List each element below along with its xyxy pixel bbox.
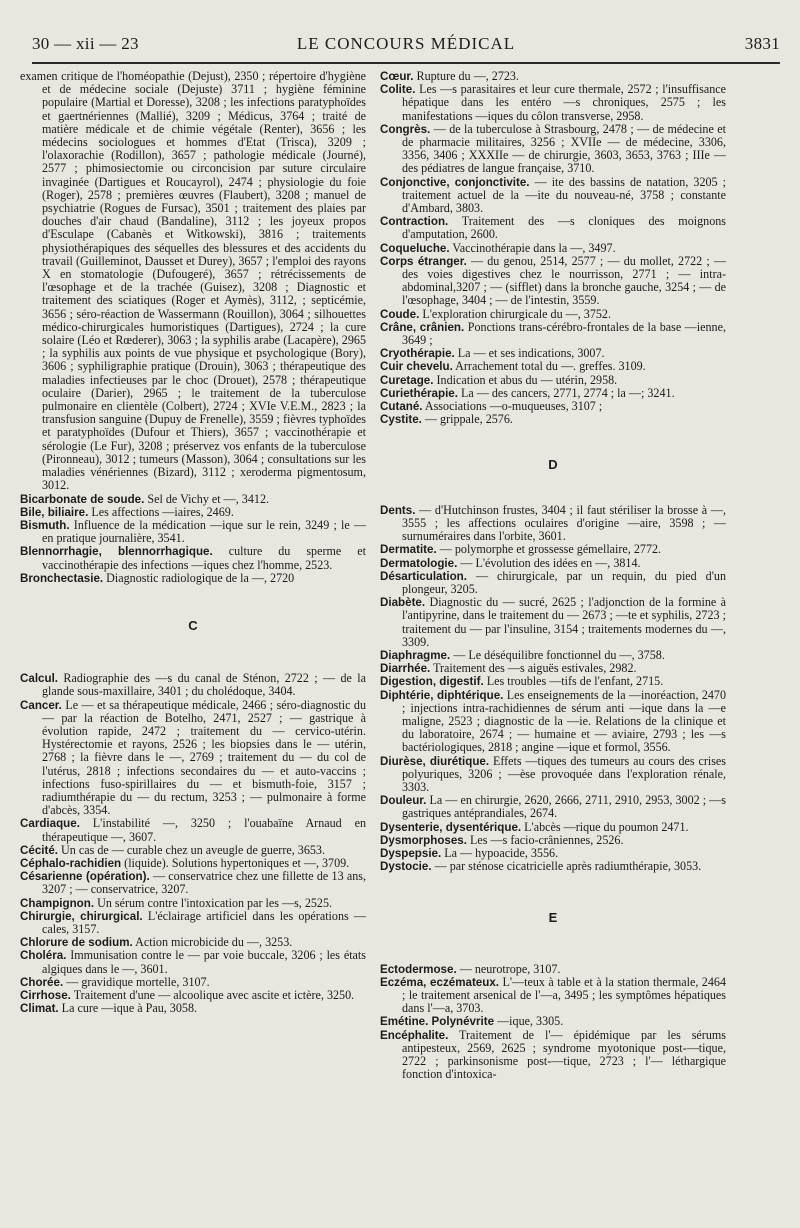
entry-text: Les —s parasitaires et leur cure thermale, 2572 ; l'insuffisance hépatique dans les entéro —s chroniques, 2575 ; les manifestations —iques du côlon transverse, 2958. — [402, 82, 726, 123]
entry-heading: Cécité. — [20, 843, 59, 857]
entry-heading: Coqueluche. — [380, 241, 450, 255]
entry-text: — de la tuberculose à Strasbourg, 2478 ; — de médecine et de pharmacie militaires, 3256 ; XVIIe — de médecine, 3306, 3356, 3406 ; XXXIIe — de chirurgie, 3603, 3653, 3763 ; IIIe — des pédiatres de langue française, 3710. — [402, 121, 726, 176]
entry-heading: Diurèse, diurétique. — [380, 754, 490, 768]
entry-heading: Dyspepsie. — [380, 846, 442, 860]
index-entry — [20, 545, 366, 571]
entry-heading: Dysmorphoses. — [380, 833, 467, 847]
entry-text: Immunisation contre le — par voie buccale, 3206 ; les états algiques dans le —, 3601. — [42, 948, 366, 976]
entry-text: Les affections —iaires, 2469. — [88, 504, 234, 519]
index-entry — [380, 570, 726, 596]
index-entry — [380, 755, 726, 795]
entry-text: Arrachement total du —. greffes. 3109. — [452, 359, 646, 374]
index-entry — [380, 83, 726, 123]
index-entry — [380, 596, 726, 649]
entry-heading: Conjonctive, conjonctivite. — [380, 175, 530, 189]
entry-text: Traitement des —s aiguës estivales, 2982. — [430, 661, 637, 676]
entry-heading: Cuir chevelu. — [380, 360, 453, 374]
entry-heading: Choléra. — [20, 949, 67, 963]
entry-heading: Ectodermose. — [380, 962, 457, 976]
entry-heading: Eczéma, eczémateux. — [380, 975, 500, 989]
entry-heading: Cystite. — [380, 413, 422, 427]
journal-title: LE CONCOURS MÉDICAL — [296, 34, 516, 53]
entry-text: — Le déséquilibre fonctionnel du —, 3758. — [450, 647, 665, 662]
section-letter: C — [188, 617, 198, 633]
entry-text: L'abcès —rique du poumon 2471. — [521, 819, 689, 834]
entry-text: Diagnostic radiologique de la —, 2720 — [103, 570, 295, 585]
entry-heading: Chirurgie, chirurgical. — [20, 909, 143, 923]
entry-heading: Dents. — [380, 503, 416, 517]
entry-heading: Césarienne (opération). — [20, 870, 150, 884]
entry-text: — d'Hutchinson frustes, 3404 ; il faut stériliser la brosse à —, 3555 ; les affections oculaires d'origine —aire, 3598 ; — surnuméraires dans l'orbite, 3601. — [402, 502, 726, 544]
entry-text: Rupture du —, 2723. — [413, 69, 519, 83]
page-header — [32, 34, 780, 58]
entry-heading: Cirrhose. — [20, 989, 71, 1002]
entry-text: — neurotrope, 3107. — [456, 961, 561, 976]
entry-text: L'exploration chirurgicale du —, 3752. — [419, 306, 612, 321]
entry-text: Vaccinothérapie dans la —, 3497. — [449, 240, 616, 255]
index-entry — [20, 672, 366, 698]
entry-heading: Digestion, digestif. — [380, 675, 484, 689]
entry-heading: Crâne, crânien. — [380, 320, 465, 334]
entry-text: — conservatrice chez une fillette de 13 ans, 3207 ; — conservatrice, 3207. — [42, 869, 366, 897]
index-entry — [380, 215, 726, 241]
entry-heading: Bicarbonate de soude. — [20, 492, 145, 506]
entry-heading: Colite. — [380, 83, 416, 97]
entry-heading: Dermatite. — [380, 543, 437, 557]
index-entry — [20, 572, 366, 585]
entry-text: — du genou, 2514, 2577 ; — du mollet, 2722 ; — des voies digestives chez le nourrisson, 2771 ; — intra-abdominal,3207 ; — (sifflet) dans la bronche gauche, 3254 ; — de l'œsophage, 3404 ; — de l'intestin, 3559. — [402, 253, 726, 308]
index-entry — [380, 976, 726, 1016]
entry-heading: Blennorrhagie, blennorrhagique. — [20, 545, 213, 559]
entry-text: — grippale, 2576. — [421, 412, 513, 427]
entry-text: L'—teux à table et à la station thermale, 2464 ; le traitement arsenical de l'—a, 3495 ; les symptômes hépatiques dans l'—a, 3703. — [402, 974, 726, 1016]
index-entry — [380, 321, 726, 347]
entry-text: Le — et sa thérapeutique médicale, 2466 ; séro-diagnostic du — par la réaction de Botelho, 2471, 2527 ; — gastrique à évolution rapide, 2472 ; traitement du — cervico-utérin. Hystérectomie et rayons, 2526 ; les biopsies dans le — utérin, 2768 ; la fièvre dans le —, 2769 ; traitement du — du col de l'utérus, 2818 ; infections secondaires du — et auto-vaccins ; infections fuso-spirillaires du — et bismuth-foie, 3157 ; radiumthérapie du — du rectum, 3253 ; — pulmonaire à forme d'abcès, 3354. — [42, 697, 366, 818]
entry-text: Un sérum contre l'intoxication par les —s, 2525. — [94, 895, 333, 910]
entry-text: (liquide). Solutions hypertoniques et —, 3709. — [121, 855, 350, 870]
index-entry — [380, 689, 726, 755]
index-entry — [20, 870, 366, 896]
entry-text: Radiographie des —s du canal de Sténon, 2722 ; — de la glande sous-maxillaire, 3401 ; du cholédoque, 3404. — [42, 671, 366, 699]
entry-heading: Cutané. — [380, 400, 423, 414]
index-entry — [20, 699, 366, 818]
section-letter: D — [548, 457, 558, 473]
entry-heading: Corps étranger. — [380, 254, 467, 268]
index-entry — [20, 910, 366, 936]
entry-text: Traitement d'une — alcoolique avec ascite et ictère, 3250. — [70, 988, 355, 1002]
entry-text: — gravidique mortelle, 3107. — [63, 974, 210, 989]
entry-text: L'instabilité —, 3250 ; l'ouabaïne Arnaud en thérapeutique —, 3607. — [42, 816, 366, 844]
entry-heading: Céphalo-rachidien — [20, 856, 122, 870]
entry-heading: Bile, biliaire. — [20, 505, 89, 519]
entry-text: Action microbicide du —, 3253. — [132, 935, 293, 950]
right-column — [380, 70, 726, 1081]
section-letter: E — [548, 910, 558, 926]
page-number: 3831 — [744, 34, 780, 53]
entry-heading: Coude. — [380, 307, 420, 321]
entry-text: —ique, 3305. — [494, 1014, 564, 1029]
entry-text: Les —s facio-crâniennes, 2526. — [466, 832, 624, 847]
entry-heading: Curiethérapie. — [380, 386, 458, 400]
entry-text: — ite des bassins de natation, 3205 ; traitement actuel de la —ite du nouveau-né, 3758 ; constante d'Ambard, 3803. — [402, 174, 727, 216]
entry-text: La — hypoacide, 3556. — [441, 845, 559, 860]
entry-heading: Congrès. — [380, 122, 431, 136]
index-entry — [380, 123, 726, 176]
entry-heading: Climat. — [20, 1002, 59, 1016]
entry-heading: Dermatologie. — [380, 556, 458, 570]
entry-text: La — et ses indications, 3007. — [454, 346, 605, 361]
entry-heading: Dystocie. — [380, 860, 432, 874]
entry-text: Diagnostic du — sucré, 2625 ; l'adjonction de la formine à l'antipyrine, dans le traitement du — 2673 ; —te et syphilis, 2723 ; traitement du — par l'insuline, 3154 ; traitements modernes du —, 3309. — [402, 595, 726, 649]
entry-heading: Cancer. — [20, 698, 62, 712]
entry-text: Un cas de — curable chez un aveugle de guerre, 3653. — [58, 842, 325, 857]
index-entry — [380, 794, 726, 820]
entry-heading: Chorée. — [20, 975, 64, 989]
entry-heading: Bronchectasie. — [20, 571, 104, 585]
entry-heading: Diabète. — [380, 596, 426, 610]
entry-text: La — des cancers, 2771, 2774 ; la —; 3241. — [457, 385, 675, 400]
entry-text: — par sténose cicatricielle après radiumthérapie, 3053. — [431, 859, 702, 874]
left-column — [20, 70, 366, 1015]
entry-text: culture du sperme et vaccinothérapie des infections —iques chez l'homme, 2523. — [42, 544, 366, 572]
entry-text: Effets —tiques des tumeurs au cours des crises polyuriques, 3206 ; —èse provoquée dans l'exploration rénale, 3303. — [402, 753, 726, 794]
entry-heading: Calcul. — [20, 672, 59, 686]
entry-text: Sel de Vichy et —, 3412. — [144, 491, 270, 506]
entry-text: La — en chirurgie, 2620, 2666, 2711, 2910, 2953, 3002 ; —s gastriques antéprandiales, 2674. — [402, 793, 726, 821]
entry-heading: Champignon. — [20, 896, 95, 910]
entry-text: examen critique de l'homéopathie (Dejust), 2350 ; répertoire d'hygiène et de médecine sociale (Dejuste) 3711 ; hygiène féminine populaire (Martial et Doresse), 3208 ; les infections paratyphoïdes et gaertnériennes (Mallié), 3209 ; Médicus, 3764 ; traité de matière médicale et de chimie végétale (Renter), 3656 ; les médecins sociologues et hommes d'Etat (Trisca), 3209 ; l'olaxorachie (Rodillon), 3657 ; pathologie médicale (Journé), 2577 ; phimosiectomie ou circoncision par suture circulaire invaginée (Dartigues et Roucayrol), 2474 ; physiologie du foie (Roger), 2578 ; premières œuvres (Flaubert), 3208 ; manuel de psychiatrie (Rogues de Fursac), 3501 ; traitement des plaies par douches d'air chaud (Bandaline), 3112 ; les joyeux propos d'Esculape (Cabanès et Witkowski), 3816 ; traitements physiothérapiques des séquelles des blessures et des accidents du travail (Guilleminot, Dausset et Durey), 3657 ; l'emploi des rayons X en stomatologie (Dufougeré), 3657 ; rétrécissements de l'œsophage et de la trachée (Guisez), 3208 ; Diagnostic et traitement des sciatiques (Roger et Aymès), 3112, ; septicémie, 3656 ; séro-réaction de Wassermann (Rouillon), 3064 ; silhouettes médico-chirurgicales humoristiques (Dartigues), 2724 ; la cure solaire (Léo et Rœderer), 3063 ; la syphilis arabe (Lacapère), 2965 ; la syphilis aux points de vue physique et psychologique (Bory), 3606 ; syphiligraphie pratique (Drouin), 3063 ; thérapeutique des maladies infectieuses par le choc (Drouet), 2578 ; thérapeutique oculaire (Darier), 2965 ; le traitement de la tuberculose pulmonaire en clientèle (Colbert), 2724 ; XVIe V.E.M., 2823 ; la transfusion sanguine (Dupuy de Frenelle), 3559 ; fièvres typhoïdes et paratyphoïdes (Dufour et Thiers), 3657 ; vaccinothérapie et sérologie (Le Fur), 3208 ; préservez vos enfants de la tuberculose (Pironneau), 3012 ; tumeurs (Masson), 3064 ; consultations sur les maladies vénériennes (Bizard), 3112 ; xeroderma pigmentosum, 3012. — [20, 69, 366, 493]
entry-text: — chirurgicale, par un requin, du pied d'un plongeur, 3205. — [402, 568, 726, 596]
entry-heading: Diarrhée. — [380, 662, 431, 676]
entry-text: Ponctions trans-cérébro-frontales de la base —ienne, 3649 ; — [402, 319, 726, 348]
entry-heading: Diaphragme. — [380, 648, 451, 662]
entry-heading: Diphtérie, diphtérique. — [380, 688, 504, 702]
index-entry — [20, 519, 366, 545]
page-reference: 30 — xii — 23 — [32, 34, 139, 53]
header-rule — [32, 62, 780, 64]
entry-text: Traitement de l'— épidémique par les sérums antipesteux, 2569, 2625 ; syndrome myotonique post-—tique, 2722 ; parkinsonisme post-—tique, 2723 ; l'— léthargique fonction d'intoxica- — [402, 1027, 726, 1082]
index-entry — [20, 1002, 366, 1015]
entry-text: Traitement des —s cloniques des moignons d'amputation, 2600. — [402, 214, 726, 242]
index-entry — [20, 817, 366, 843]
index-entry — [380, 176, 726, 216]
index-entry — [20, 949, 366, 975]
entry-text: Associations —o-muqueuses, 3107 ; — [422, 399, 603, 414]
entry-text: La cure —ique à Pau, 3058. — [58, 1001, 198, 1016]
entry-heading: Dysenterie, dysentérique. — [380, 820, 522, 834]
entry-heading: Cœur. — [380, 70, 414, 83]
entry-text: L'éclairage artificiel dans les opérations —cales, 3157. — [42, 908, 366, 936]
entry-text: Indication et abus du — utérin, 2958. — [433, 372, 618, 387]
index-entry — [380, 255, 726, 308]
entry-text: — polymorphe et grossesse gémellaire, 2772. — [436, 542, 662, 557]
entry-heading: Bismuth. — [20, 518, 70, 532]
entry-text: Les troubles —tifs de l'enfant, 2715. — [483, 674, 664, 689]
entry-heading: Douleur. — [380, 794, 427, 808]
index-entry — [380, 504, 726, 544]
entry-heading: Emétine. Polynévrite — [380, 1015, 495, 1029]
index-entry — [20, 70, 366, 493]
entry-text: Les enseignements de la —inoréaction, 2470 ; injections intra-rachidiennes de sérum anti —ique dans la —e maligne, 2523 ; diagnostic de la —ie. Relations de la clinique et du laboratoire, 2674 ; — humaine et — aviaire, 2793 ; les —s bactériologiques, 2818 ; angine —ique et formol, 3556. — [402, 687, 727, 755]
entry-heading: Désarticulation. — [380, 569, 467, 583]
entry-heading: Curetage. — [380, 373, 434, 387]
entry-heading: Cryothérapie. — [380, 347, 455, 361]
entry-text: — L'évolution des idées en —, 3814. — [457, 555, 641, 570]
index-entry — [380, 1029, 726, 1082]
entry-text: Influence de la médication —ique sur le rein, 3249 ; le — en pratique journalière, 3541. — [42, 517, 366, 546]
index-entry — [380, 860, 726, 873]
entry-heading: Encéphalite. — [380, 1028, 449, 1042]
entry-heading: Cardiaque. — [20, 817, 80, 831]
entry-heading: Contraction. — [380, 215, 449, 229]
index-entry — [380, 413, 726, 426]
entry-heading: Chlorure de sodium. — [20, 936, 133, 950]
